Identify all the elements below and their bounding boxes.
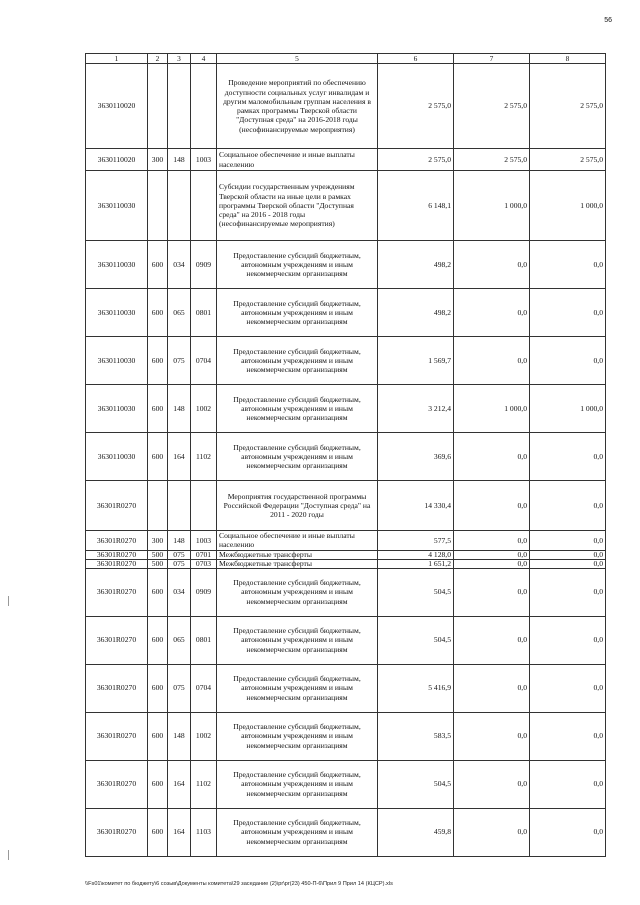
cell-description: Предоставление субсидий бюджетным, автономным учреждениям и иным некоммерческим организациям [217, 664, 378, 712]
cell-value-7: 0,0 [454, 337, 530, 385]
cell-value-6: 1 569,7 [378, 337, 454, 385]
cell-code: 3630110030 [86, 171, 148, 241]
table-row [86, 760, 606, 808]
cell-col2: 300 [148, 149, 168, 171]
col-header-5: 5 [217, 54, 378, 64]
cell-description: Предоставление субсидий бюджетным, автономным учреждениям и иным некоммерческим организациям [217, 433, 378, 481]
cell-code: 3630110030 [86, 385, 148, 433]
cell-value-8: 0,0 [530, 241, 606, 289]
cell-col4: 1002 [191, 712, 217, 760]
cell-value-8: 2 575,0 [530, 149, 606, 171]
cell-value-7: 0,0 [454, 241, 530, 289]
cell-value-7: 0,0 [454, 531, 530, 551]
cell-col3: 034 [168, 241, 191, 289]
cell-col2: 600 [148, 712, 168, 760]
cell-value-8: 0,0 [530, 550, 606, 559]
cell-value-7: 0,0 [454, 550, 530, 559]
cell-col4 [191, 64, 217, 149]
cell-value-8: 1 000,0 [530, 385, 606, 433]
cell-code: 36301R0270 [86, 760, 148, 808]
footer-file-path: \\Fs01\комитет по бюджету\6 созыв\Документы комитета\29 заседание (2)\pr\pr(23) 450-П-6\Прил 9 Прил 14 (КЦСР).xls [85, 881, 393, 887]
scan-margin-mark [8, 850, 9, 860]
table-row [86, 568, 606, 616]
cell-code: 3630110030 [86, 433, 148, 481]
cell-value-7: 0,0 [454, 712, 530, 760]
cell-code: 36301R0270 [86, 550, 148, 559]
cell-value-7: 0,0 [454, 559, 530, 568]
cell-value-6: 369,6 [378, 433, 454, 481]
cell-value-8: 0,0 [530, 337, 606, 385]
cell-code: 36301R0270 [86, 712, 148, 760]
cell-col4: 0701 [191, 550, 217, 559]
cell-value-6: 498,2 [378, 289, 454, 337]
cell-col2: 300 [148, 531, 168, 551]
cell-value-6: 3 212,4 [378, 385, 454, 433]
cell-col3: 065 [168, 616, 191, 664]
table-row [86, 616, 606, 664]
table-row [86, 64, 606, 149]
cell-value-6: 4 128,0 [378, 550, 454, 559]
cell-value-7: 0,0 [454, 808, 530, 856]
cell-value-6: 459,8 [378, 808, 454, 856]
cell-col2 [148, 481, 168, 531]
cell-col4 [191, 481, 217, 531]
table-row [86, 171, 606, 241]
cell-col4: 1003 [191, 531, 217, 551]
col-header-1: 1 [86, 54, 148, 64]
cell-col2: 600 [148, 616, 168, 664]
cell-value-8: 0,0 [530, 808, 606, 856]
cell-value-6: 504,5 [378, 760, 454, 808]
cell-value-8: 0,0 [530, 568, 606, 616]
cell-value-7: 0,0 [454, 289, 530, 337]
cell-description: Предоставление субсидий бюджетным, автономным учреждениям и иным некоммерческим организациям [217, 712, 378, 760]
cell-value-8: 0,0 [530, 712, 606, 760]
cell-value-7: 1 000,0 [454, 385, 530, 433]
cell-value-7: 0,0 [454, 433, 530, 481]
cell-code: 36301R0270 [86, 664, 148, 712]
cell-value-6: 504,5 [378, 568, 454, 616]
cell-col2: 500 [148, 559, 168, 568]
cell-value-7: 0,0 [454, 481, 530, 531]
cell-value-8: 0,0 [530, 531, 606, 551]
cell-description: Предоставление субсидий бюджетным, автономным учреждениям и иным некоммерческим организациям [217, 385, 378, 433]
cell-col4: 0703 [191, 559, 217, 568]
table-row [86, 289, 606, 337]
cell-value-8: 0,0 [530, 481, 606, 531]
table-row [86, 531, 606, 551]
table-row [86, 712, 606, 760]
cell-value-8: 2 575,0 [530, 64, 606, 149]
cell-col4: 1102 [191, 760, 217, 808]
table-row [86, 433, 606, 481]
cell-code: 3630110030 [86, 289, 148, 337]
cell-value-7: 2 575,0 [454, 149, 530, 171]
table-row [86, 385, 606, 433]
cell-description: Социальное обеспечение и иные выплаты населению [217, 149, 378, 171]
col-header-3: 3 [168, 54, 191, 64]
page-number: 56 [604, 17, 612, 24]
cell-col2 [148, 171, 168, 241]
col-header-6: 6 [378, 54, 454, 64]
budget-table [85, 53, 606, 857]
cell-code: 3630110030 [86, 337, 148, 385]
cell-code: 36301R0270 [86, 481, 148, 531]
cell-col2: 600 [148, 760, 168, 808]
cell-col2: 600 [148, 241, 168, 289]
cell-col4: 1102 [191, 433, 217, 481]
col-header-7: 7 [454, 54, 530, 64]
col-header-4: 4 [191, 54, 217, 64]
cell-value-7: 2 575,0 [454, 64, 530, 149]
cell-description: Предоставление субсидий бюджетным, автономным учреждениям и иным некоммерческим организациям [217, 760, 378, 808]
cell-description: Предоставление субсидий бюджетным, автономным учреждениям и иным некоммерческим организациям [217, 241, 378, 289]
cell-value-6: 14 330,4 [378, 481, 454, 531]
cell-code: 3630110020 [86, 149, 148, 171]
cell-description: Предоставление субсидий бюджетным, автономным учреждениям и иным некоммерческим организациям [217, 568, 378, 616]
cell-value-7: 0,0 [454, 664, 530, 712]
cell-description: Проведение мероприятий по обеспечению доступности социальных услуг инвалидам и другим маломобильным группам населения в рамках программы Тверской области "Доступная среда" на 2016-2018 годы (несофинансируемые мероприятия) [217, 64, 378, 149]
cell-col2: 600 [148, 337, 168, 385]
cell-col2: 600 [148, 568, 168, 616]
cell-col4: 0909 [191, 241, 217, 289]
cell-description: Предоставление субсидий бюджетным, автономным учреждениям и иным некоммерческим организациям [217, 289, 378, 337]
cell-col3 [168, 481, 191, 531]
cell-col2: 600 [148, 385, 168, 433]
cell-col3: 148 [168, 149, 191, 171]
cell-col4: 0909 [191, 568, 217, 616]
cell-description: Социальное обеспечение и иные выплаты населению [217, 531, 378, 551]
cell-code: 36301R0270 [86, 808, 148, 856]
cell-description: Предоставление субсидий бюджетным, автономным учреждениям и иным некоммерческим организациям [217, 616, 378, 664]
cell-col4: 0704 [191, 337, 217, 385]
cell-value-8: 0,0 [530, 559, 606, 568]
cell-col3: 148 [168, 385, 191, 433]
cell-col2: 600 [148, 808, 168, 856]
cell-value-7: 0,0 [454, 568, 530, 616]
cell-value-6: 577,5 [378, 531, 454, 551]
cell-description: Предоставление субсидий бюджетным, автономным учреждениям и иным некоммерческим организациям [217, 808, 378, 856]
cell-col3: 164 [168, 760, 191, 808]
cell-col4: 0801 [191, 616, 217, 664]
cell-value-6: 2 575,0 [378, 64, 454, 149]
cell-col4: 0801 [191, 289, 217, 337]
scan-margin-mark [8, 596, 9, 606]
cell-code: 36301R0270 [86, 531, 148, 551]
cell-col4: 1002 [191, 385, 217, 433]
cell-description: Межбюджетные трансферты [217, 550, 378, 559]
cell-value-6: 498,2 [378, 241, 454, 289]
col-header-8: 8 [530, 54, 606, 64]
cell-col3: 075 [168, 664, 191, 712]
table-row [86, 337, 606, 385]
cell-value-8: 0,0 [530, 760, 606, 808]
cell-value-6: 583,5 [378, 712, 454, 760]
cell-value-6: 2 575,0 [378, 149, 454, 171]
cell-description: Предоставление субсидий бюджетным, автономным учреждениям и иным некоммерческим организациям [217, 337, 378, 385]
cell-value-6: 1 651,2 [378, 559, 454, 568]
table-row [86, 149, 606, 171]
table-row [86, 481, 606, 531]
cell-value-6: 5 416,9 [378, 664, 454, 712]
cell-value-7: 1 000,0 [454, 171, 530, 241]
cell-col4: 1003 [191, 149, 217, 171]
cell-value-7: 0,0 [454, 760, 530, 808]
cell-value-6: 504,5 [378, 616, 454, 664]
cell-code: 36301R0270 [86, 568, 148, 616]
cell-col4: 0704 [191, 664, 217, 712]
cell-code: 36301R0270 [86, 616, 148, 664]
cell-col3: 164 [168, 433, 191, 481]
header-row [86, 54, 606, 64]
cell-col2: 600 [148, 289, 168, 337]
cell-code: 36301R0270 [86, 559, 148, 568]
cell-value-8: 0,0 [530, 616, 606, 664]
cell-col3: 075 [168, 550, 191, 559]
cell-col3: 148 [168, 712, 191, 760]
cell-col3 [168, 171, 191, 241]
cell-col3: 065 [168, 289, 191, 337]
cell-value-8: 1 000,0 [530, 171, 606, 241]
cell-col3: 148 [168, 531, 191, 551]
cell-value-8: 0,0 [530, 664, 606, 712]
cell-col2 [148, 64, 168, 149]
cell-value-7: 0,0 [454, 616, 530, 664]
cell-col3: 075 [168, 337, 191, 385]
cell-col2: 500 [148, 550, 168, 559]
table-row [86, 664, 606, 712]
cell-value-8: 0,0 [530, 433, 606, 481]
col-header-2: 2 [148, 54, 168, 64]
table-row [86, 550, 606, 559]
cell-description: Мероприятия государственной программы Российской Федерации "Доступная среда" на 2011 - 2020 годы [217, 481, 378, 531]
cell-value-8: 0,0 [530, 289, 606, 337]
cell-col3 [168, 64, 191, 149]
cell-description: Субсидии государственным учреждениям Тверской области на иные цели в рамках программы Тверской области "Доступная среда" на 2016 - 2018 годы (несофинансируемые мероприятия) [217, 171, 378, 241]
cell-col4 [191, 171, 217, 241]
cell-col3: 164 [168, 808, 191, 856]
table-row [86, 241, 606, 289]
cell-code: 3630110020 [86, 64, 148, 149]
cell-code: 3630110030 [86, 241, 148, 289]
cell-col3: 075 [168, 559, 191, 568]
cell-col3: 034 [168, 568, 191, 616]
cell-value-6: 6 148,1 [378, 171, 454, 241]
table-row [86, 808, 606, 856]
cell-col2: 600 [148, 664, 168, 712]
cell-col4: 1103 [191, 808, 217, 856]
cell-col2: 600 [148, 433, 168, 481]
table-row [86, 559, 606, 568]
cell-description: Межбюджетные трансферты [217, 559, 378, 568]
